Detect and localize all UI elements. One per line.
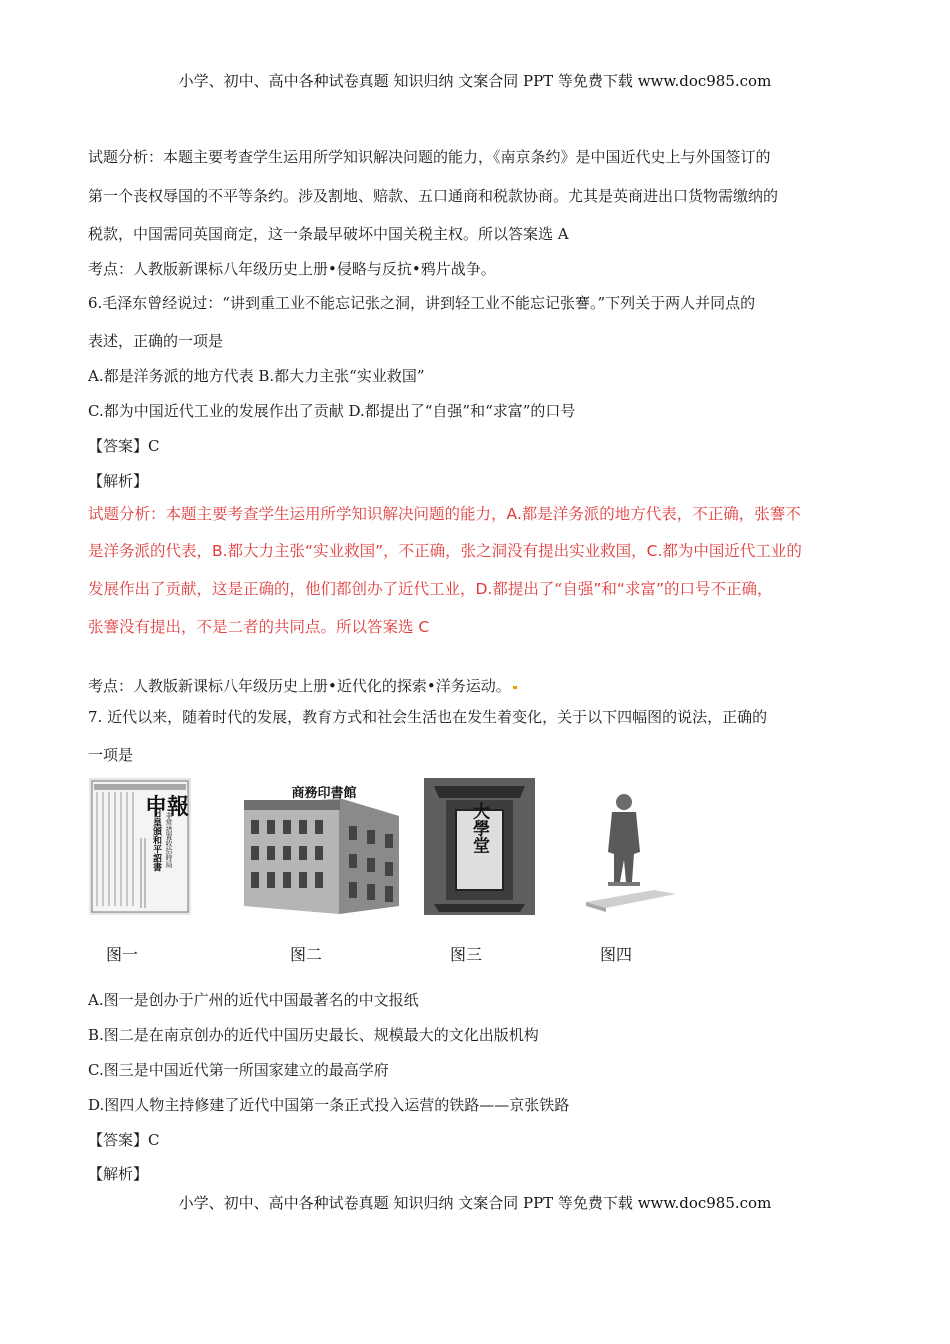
q6-jiexi-label: 【解析】: [88, 472, 149, 490]
mark-dot: [513, 686, 517, 689]
fig1-caption: 图一: [106, 945, 139, 964]
q6-kaodian: 考点：人教版新课标八年级历史上册•近代化的探索•洋务运动。: [88, 677, 511, 695]
q6-analysis-line-1: 试题分析：本题主要考查学生运用所学知识解决问题的能力，A.都是洋务派的地方代表，不正确，张謇不: [88, 505, 801, 523]
q6-stem-line-2: 表述，正确的一项是: [88, 332, 224, 350]
q6-analysis-line-2: 是洋务派的代表，B.都大力主张“实业救国”，不正确，张之洞没有提出实业救国，C.都为中国近代工业的: [88, 542, 802, 560]
figure-2-building: [239, 778, 405, 915]
q6-analysis-line-4: 张謇没有提出，不是二者的共同点。所以答案选 C: [88, 618, 430, 636]
q7-option-c: C.图三是中国近代第一所国家建立的最高学府: [88, 1061, 389, 1079]
figure-3-plaque: [424, 778, 535, 915]
page-header: 小学、初中、高中各种试卷真题 知识归纳 文案合同 PPT 等免费下载 www.doc985.com: [178, 72, 772, 90]
q6-kaodian-row: [88, 676, 868, 696]
q5-kaodian: 考点：人教版新课标八年级历史上册•侵略与反抗•鸦片战争。: [88, 260, 496, 278]
q7-option-a: A.图一是创办于广州的近代中国最著名的中文报纸: [88, 991, 419, 1009]
fig3-plaque-text: 大學堂: [469, 802, 489, 854]
q7-option-b: B.图二是在南京创办的近代中国历史最长、规模最大的文化出版机构: [88, 1026, 539, 1044]
q7-jiexi-label: 【解析】: [88, 1165, 149, 1183]
fig4-caption: 图四: [600, 945, 633, 964]
q6-options-line-1: A.都是洋务派的地方代表 B.都大力主张“实业救国”: [88, 367, 425, 385]
page-footer: 小学、初中、高中各种试卷真题 知识归纳 文案合同 PPT 等免费下载 www.doc985.com: [178, 1194, 772, 1212]
fig1-headline-1: 非常措置收拾時局: [165, 812, 173, 868]
fig3-caption: 图三: [450, 945, 483, 964]
fig1-title-char-1: 申報: [144, 794, 190, 820]
figure-4-statue: [584, 790, 684, 912]
q7-answer: 【答案】C: [88, 1131, 160, 1149]
q5-analysis-line-1: 试题分析：本题主要考查学生运用所学知识解决问题的能力，《南京条约》是中国近代史上与外国签订的: [88, 148, 771, 166]
q6-analysis-line-3: 发展作出了贡献，这是正确的，他们都创办了近代工业，D.都提出了“自强”和“求富”的口号不正确，: [88, 580, 773, 598]
fig1-headline-2: 日皇頒和平詔書: [151, 808, 161, 872]
fig2-caption: 图二: [290, 945, 323, 964]
q6-options-line-2: C.都为中国近代工业的发展作出了贡献 D.都提出了“自强”和“求富”的口号: [88, 402, 576, 420]
fig2-sign: 商務印書館: [291, 786, 357, 801]
q5-analysis-line-3: 税款，中国需同英国商定，这一条最早破坏中国关税主权。所以答案选 A: [88, 225, 569, 243]
figure-1-newspaper: [89, 778, 191, 915]
q6-stem-line-1: 6.毛泽东曾经说过：“讲到重工业不能忘记张之洞，讲到轻工业不能忘记张謇。”下列关于两人并同点的: [88, 294, 756, 312]
q7-stem-line-2: 一项是: [88, 746, 134, 764]
q5-analysis-line-2: 第一个丧权辱国的不平等条约。涉及割地、赔款、五口通商和税款协商。尤其是英商进出口货物需缴纳的: [88, 187, 779, 205]
q7-option-d: D.图四人物主持修建了近代中国第一条正式投入运营的铁路——京张铁路: [88, 1096, 570, 1114]
q7-stem-line-1: 7. 近代以来，随着时代的发展，教育方式和社会生活也在发生着变化，关于以下四幅图的说法，正确的: [88, 708, 768, 726]
q6-answer: 【答案】C: [88, 437, 160, 455]
